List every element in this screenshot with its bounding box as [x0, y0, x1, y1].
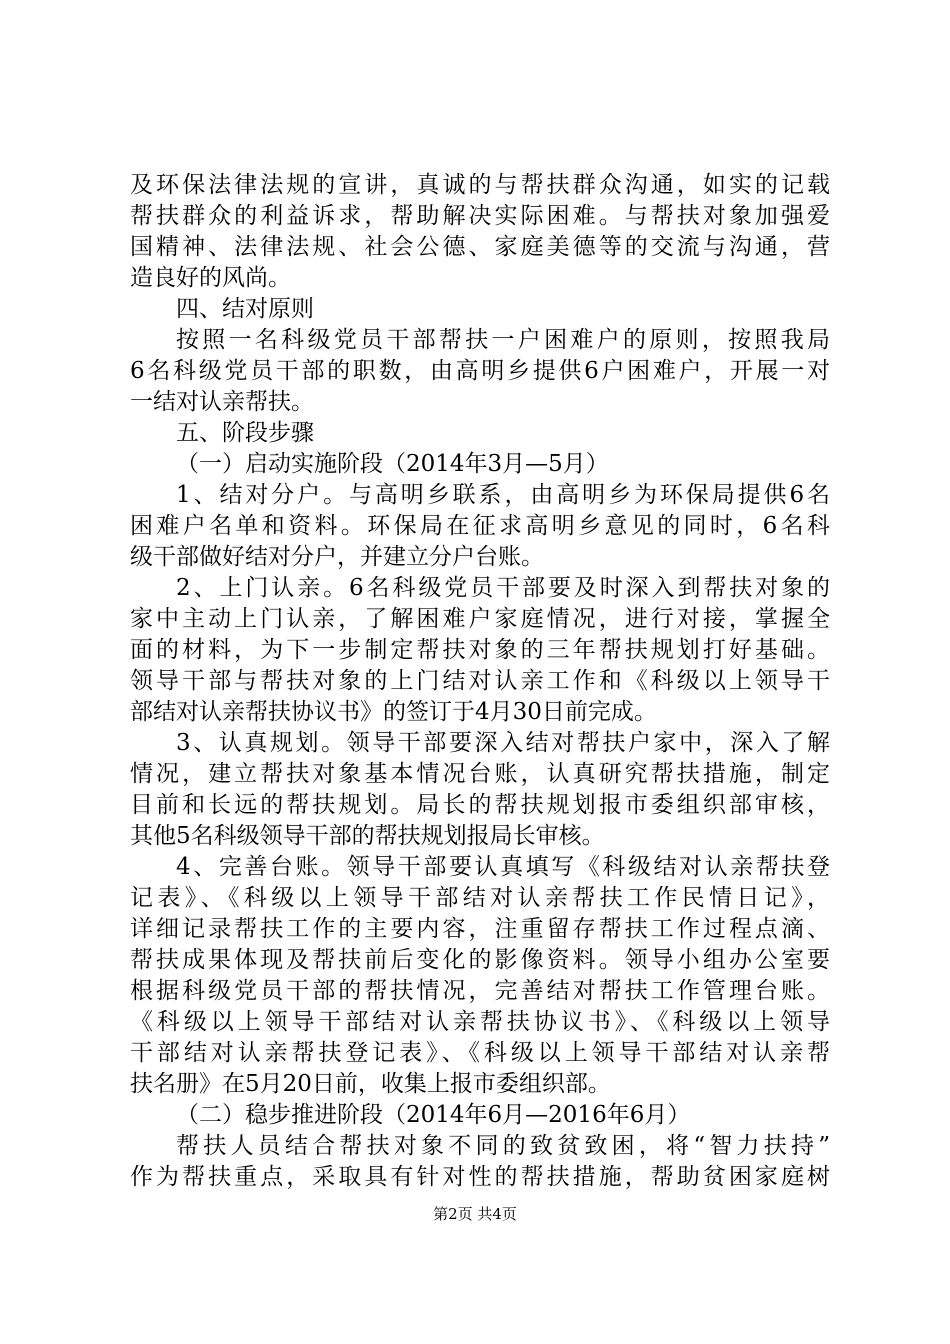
text-line: （一）启动实施阶段（2014年3月—5月） [176, 451, 609, 477]
text-line: 2、上门认亲。6名科级党员干部要及时深入到帮扶对象的 [176, 575, 830, 601]
text-line: 根据科级党员干部的帮扶情况，完善结对帮扶工作管理台账。 [130, 978, 830, 1004]
text-line: 五、阶段步骤 [176, 420, 314, 446]
text-line: 部结对认亲帮扶协议书》的签订于4月30日前完成。 [130, 699, 657, 725]
text-line: 目前和长远的帮扶规划。局长的帮扶规划报市委组织部审核， [130, 792, 830, 818]
text-line: 家中主动上门认亲，了解困难户家庭情况，进行对接，掌握全 [130, 606, 830, 632]
text-line: 详细记录帮扶工作的主要内容，注重留存帮扶工作过程点滴、 [130, 916, 830, 942]
text-line: 四、结对原则 [176, 296, 314, 322]
text-line: 其他5名科级领导干部的帮扶规划报局长审核。 [130, 823, 605, 849]
page-footer: 第2页 共4页 [433, 1205, 517, 1223]
text-line: 记表》、《科级以上领导干部结对认亲帮扶工作民情日记》， [130, 885, 830, 911]
text-line: 一结对认亲帮扶。 [130, 389, 314, 415]
text-line: 困难户名单和资料。环保局在征求高明乡意见的同时，6名科 [130, 513, 830, 539]
text-line: 扶名册》在5月20日前，收集上报市委组织部。 [130, 1071, 611, 1097]
text-line: 帮扶人员结合帮扶对象不同的致贫致困，将“智力扶持” [176, 1133, 830, 1159]
text-line: 《科级以上领导干部结对认亲帮扶协议书》、《科级以上领导 [130, 1009, 830, 1035]
text-line: 按照一名科级党员干部帮扶一户困难户的原则，按照我局 [176, 327, 830, 353]
text-line: 领导干部与帮扶对象的上门结对认亲工作和《科级以上领导干 [130, 668, 830, 694]
text-line: 情况，建立帮扶对象基本情况台账，认真研究帮扶措施，制定 [130, 761, 830, 787]
text-line: 面的材料，为下一步制定帮扶对象的三年帮扶规划打好基础。 [130, 637, 830, 663]
text-line: 3、认真规划。领导干部要深入结对帮扶户家中，深入了解 [176, 730, 830, 756]
text-line: 1、结对分户。与高明乡联系，由高明乡为环保局提供6名 [176, 482, 830, 508]
text-line: 帮扶成果体现及帮扶前后变化的影像资料。领导小组办公室要 [130, 947, 830, 973]
text-line: 干部结对认亲帮扶登记表》、《科级以上领导干部结对认亲帮 [130, 1040, 830, 1066]
text-line: 造良好的风尚。 [130, 265, 291, 291]
document-body [130, 170, 830, 1193]
text-line: 国精神、法律法规、社会公德、家庭美德等的交流与沟通，营 [130, 234, 830, 260]
text-line: 帮扶群众的利益诉求，帮助解决实际困难。与帮扶对象加强爱 [130, 203, 830, 229]
text-line: 及环保法律法规的宣讲，真诚的与帮扶群众沟通，如实的记载 [130, 172, 830, 198]
text-line: 6名科级党员干部的职数，由高明乡提供6户困难户，开展一对 [130, 358, 830, 384]
text-line: 4、完善台账。领导干部要认真填写《科级结对认亲帮扶登 [176, 854, 830, 880]
text-line: 作为帮扶重点，采取具有针对性的帮扶措施，帮助贫困家庭树 [130, 1164, 830, 1190]
text-line: 级干部做好结对分户，并建立分户台账。 [130, 544, 544, 570]
text-line: （二）稳步推进阶段（2014年6月—2016年6月） [176, 1102, 691, 1128]
